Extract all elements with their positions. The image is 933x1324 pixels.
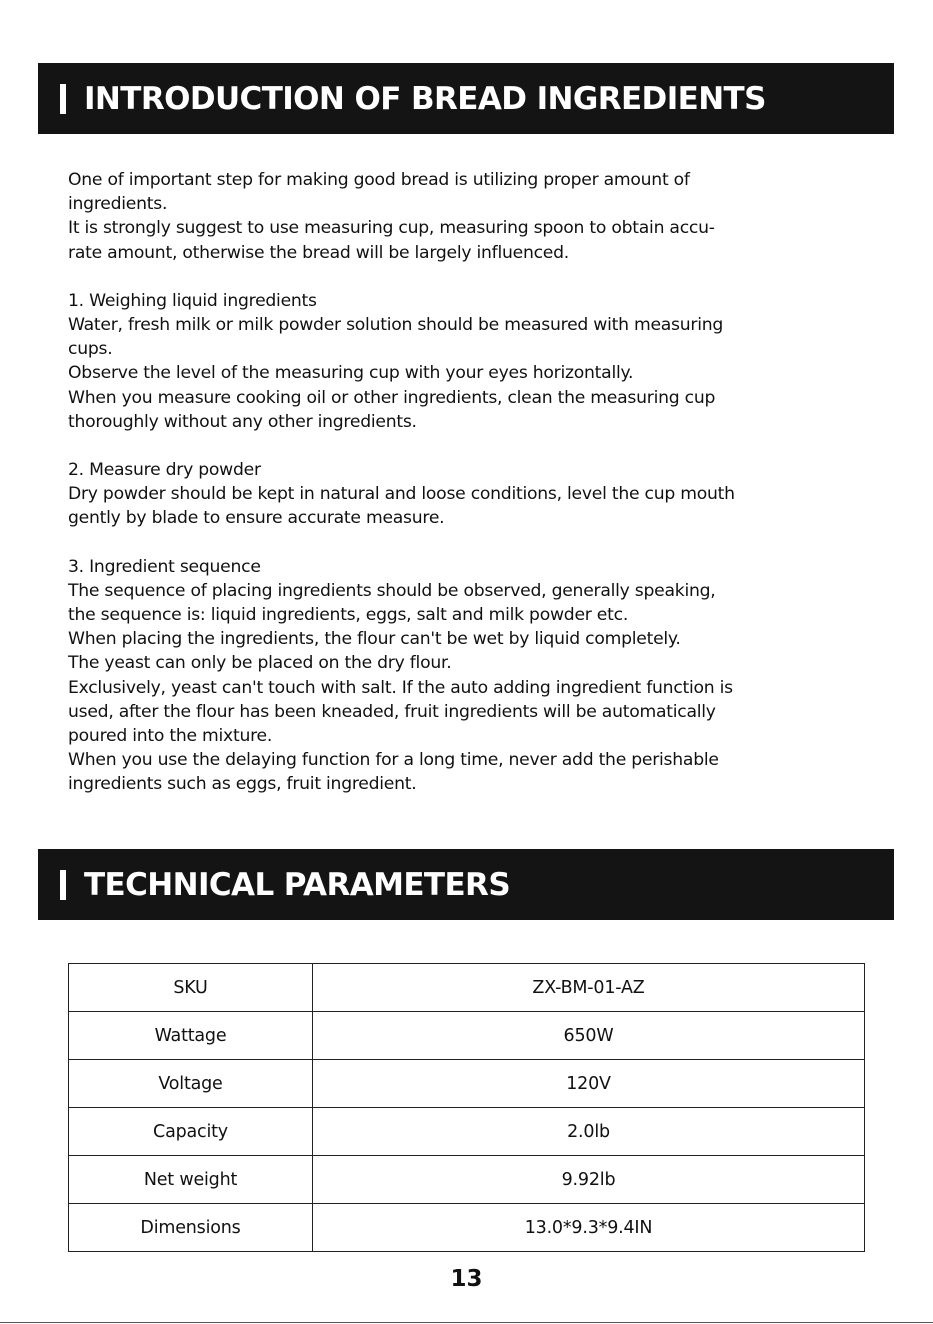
intro-line: When placing the ingredients, the flour can't be wet by liquid completely. <box>68 629 681 650</box>
spec-label: Voltage <box>69 1060 313 1108</box>
spec-value: 13.0*9.3*9.4IN <box>313 1204 865 1252</box>
intro-line: gently by blade to ensure accurate measure. <box>68 508 445 529</box>
intro-line: Dry powder should be kept in natural and loose conditions, level the cup mouth <box>68 484 735 505</box>
intro-line: Water, fresh milk or milk powder solution should be measured with measuring <box>68 315 724 336</box>
intro-line: Observe the level of the measuring cup with your eyes horizontally. <box>68 363 634 384</box>
intro-line: When you measure cooking oil or other ingredients, clean the measuring cup <box>68 387 716 408</box>
table-row <box>69 1012 865 1060</box>
tech-section-title: TECHNICAL PARAMETERS <box>84 866 511 903</box>
spec-label: SKU <box>69 964 313 1012</box>
spec-value: ZX-BM-01-AZ <box>313 964 865 1012</box>
spec-value: 650W <box>313 1012 865 1060</box>
intro-line: It is strongly suggest to use measuring cup, measuring spoon to obtain accu- <box>68 218 715 239</box>
intro-line: used, after the flour has been kneaded, fruit ingredients will be automatically <box>68 701 716 722</box>
intro-line: poured into the mixture. <box>68 726 273 747</box>
table-row <box>69 964 865 1012</box>
header-bar-mark <box>60 84 66 114</box>
page-number: 13 <box>450 1266 483 1292</box>
intro-line: cups. <box>68 339 113 360</box>
spec-value: 9.92lb <box>313 1156 865 1204</box>
paragraph-gap <box>68 434 868 458</box>
paragraph-gap <box>68 265 868 289</box>
table-row <box>69 1204 865 1252</box>
intro-line: rate amount, otherwise the bread will be largely influenced. <box>68 242 569 263</box>
intro-line: thoroughly without any other ingredients. <box>68 411 417 432</box>
spec-label: Net weight <box>69 1156 313 1204</box>
intro-body <box>68 168 868 797</box>
spec-label: Dimensions <box>69 1204 313 1252</box>
intro-line: When you use the delaying function for a long time, never add the perishable <box>68 750 719 771</box>
intro-line: One of important step for making good bread is utilizing proper amount of <box>68 170 690 190</box>
bottom-divider <box>0 1322 933 1323</box>
intro-line: the sequence is: liquid ingredients, eggs, salt and milk powder etc. <box>68 605 629 626</box>
intro-section-title: INTRODUCTION OF BREAD INGREDIENTS <box>84 80 766 117</box>
technical-parameters-table <box>68 963 865 1252</box>
ingredient-sequence-heading: 3. Ingredient sequence <box>68 556 261 577</box>
intro-line: Exclusively, yeast can't touch with salt. If the auto adding ingredient function is <box>68 677 733 698</box>
dry-powder-heading: 2. Measure dry powder <box>68 460 261 481</box>
table-row <box>69 1156 865 1204</box>
spec-value: 120V <box>313 1060 865 1108</box>
tech-section-header <box>38 849 894 920</box>
weighing-liquid-heading: 1. Weighing liquid ingredients <box>68 290 317 311</box>
intro-line: ingredients such as eggs, fruit ingredient. <box>68 774 417 795</box>
intro-section-header <box>38 63 894 134</box>
header-bar-mark <box>60 870 66 900</box>
intro-line: ingredients. <box>68 194 168 215</box>
paragraph-gap <box>68 531 868 555</box>
spec-label: Capacity <box>69 1108 313 1156</box>
spec-label: Wattage <box>69 1012 313 1060</box>
intro-line: The yeast can only be placed on the dry flour. <box>68 653 452 674</box>
intro-line: The sequence of placing ingredients should be observed, generally speaking, <box>68 580 716 601</box>
table-row <box>69 1060 865 1108</box>
spec-value: 2.0lb <box>313 1108 865 1156</box>
table-row <box>69 1108 865 1156</box>
